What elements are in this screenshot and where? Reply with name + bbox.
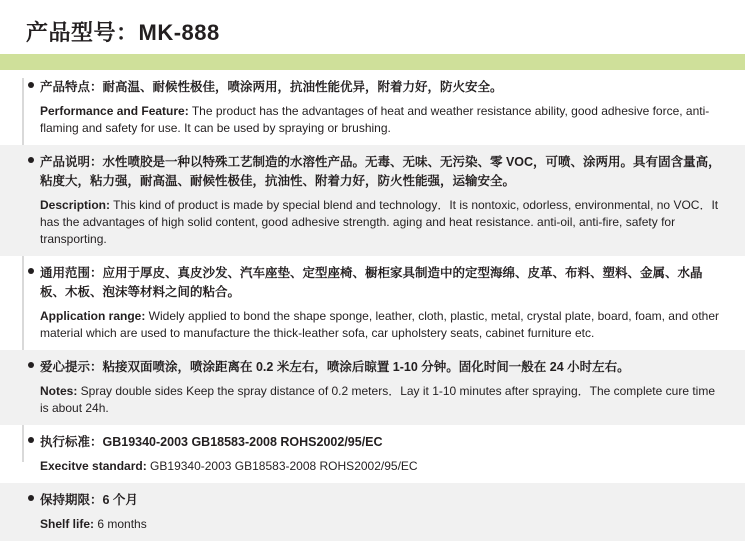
section-chinese-text: 产品特点：耐高温、耐候性极佳，喷涂两用，抗油性能优异，附着力好，防火安全。 xyxy=(40,80,503,94)
section-english-body: This kind of product is made by special blend and technology．It is nontoxic, odorless, environmental, no VOC．It has the advantages of high solid content, good adhesive strength. aging and heat resistance. anti-oil, anti-fire, safety for transporting. xyxy=(40,198,719,246)
section-english-text xyxy=(40,308,723,342)
section-english-label: Performance and Feature: xyxy=(40,104,189,118)
section-english-text xyxy=(40,516,723,533)
section-english-label: Notes: xyxy=(40,384,78,398)
section-english-label: Execitve standard: xyxy=(40,459,147,473)
section-english-body: The product has the advantages of heat and weather resistance ability, good adhesive force, anti-flaming and safety for use. It can be used by spraying or brushing. xyxy=(40,104,710,135)
section-chinese-text: 通用范围：应用于厚皮、真皮沙发、汽车座垫、定型座椅、橱柜家具制造中的定型海绵、皮革、布料、塑料、金属、水晶板、木板、泡沫等材料之间的粘合。 xyxy=(40,266,703,299)
section-application-range xyxy=(0,256,745,350)
section-notes xyxy=(0,350,745,425)
section-english-label: Shelf life: xyxy=(40,517,95,531)
section-english-label: Application range: xyxy=(40,309,146,323)
sections-container xyxy=(0,70,745,541)
section-description xyxy=(0,145,745,256)
bullet-icon xyxy=(28,437,34,443)
section-english-text xyxy=(40,103,723,137)
bullet-icon xyxy=(28,157,34,163)
page-title: 产品型号：MK-888 xyxy=(26,20,220,45)
section-chinese-text: 爱心提示：粘接双面喷涂，喷涂距离在 0.2 米左右，喷涂后晾置 1-10 分钟。固化时间一般在 24 小时左右。 xyxy=(40,360,630,374)
accent-bar xyxy=(0,54,745,70)
title-area xyxy=(0,0,745,62)
section-english-text xyxy=(40,458,723,475)
section-english-text xyxy=(40,383,723,417)
bullet-icon xyxy=(28,82,34,88)
bullet-icon xyxy=(28,495,34,501)
section-performance xyxy=(0,70,745,145)
section-shelf-life xyxy=(0,483,745,541)
bullet-icon xyxy=(28,268,34,274)
section-english-body: Spray double sides Keep the spray distance of 0.2 meters．Lay it 1-10 minutes after spraying．The complete cure time is about 24h. xyxy=(40,384,715,415)
section-executive-standard xyxy=(0,425,745,483)
section-english-text xyxy=(40,197,723,248)
section-chinese-text: 产品说明：水性喷胶是一种以特殊工艺制造的水溶性产品。无毒、无味、无污染、零 VOC，可喷、涂两用。具有固含量高，粘度大，粘力强，耐高温、耐候性极佳，抗油性、附着力好，防火性能强，运输安全。 xyxy=(40,155,721,188)
section-chinese-text: 执行标准：GB19340-2003 GB18583-2008 ROHS2002/95/EC xyxy=(40,435,383,449)
section-chinese-text: 保持期限：6 个月 xyxy=(40,493,138,507)
section-english-label: Description: xyxy=(40,198,111,212)
section-english-body: 6 months xyxy=(94,517,147,531)
section-english-body: GB19340-2003 GB18583-2008 ROHS2002/95/EC xyxy=(146,459,418,473)
section-english-body: Widely applied to bond the shape sponge, leather, cloth, plastic, metal, crystal plate, board, foam, and other material which are used to manufacture the thick-leather sofa, car upholstery seats, cabinet furniture etc. xyxy=(40,309,720,340)
bullet-icon xyxy=(28,362,34,368)
